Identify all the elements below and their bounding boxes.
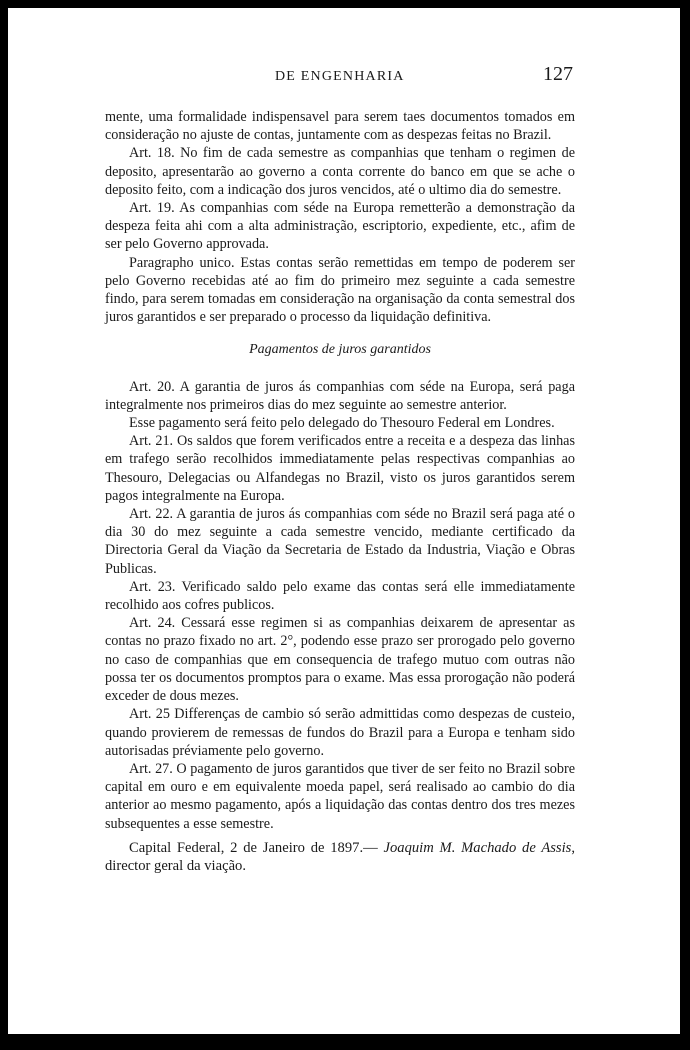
paragraph-continuation: mente, uma formalidade indispensavel para serem taes documentos tomados em consideração no ajuste de contas, juntamente com as despezas feitas no Brazil.: [105, 109, 575, 144]
page-header: [8, 63, 680, 87]
page-number: 127: [543, 63, 573, 85]
section-heading: Pagamentos de juros garantidos: [249, 342, 431, 358]
signature-role: , director geral da viação.: [105, 839, 576, 874]
paragraph-art-20: Art. 20. A garantia de juros ás companhias com séde na Europa, será paga integralmente nos primeiros dias do mez seguinte ao semestre anterior.: [105, 378, 575, 413]
running-title: DE ENGENHARIA: [275, 69, 405, 84]
paragraph-art-24: Art. 24. Cessará esse regimen si as companhias deixarem de apresentar as contas no prazo fixado no art. 2°, podendo esse prazo ser prorogado pelo governo no caso de companhias que em consequencia de trafego mutuo com outras não possa ter os documentos promptos para o exame. Mas essa prorogação não poderá exceder de dous mezes.: [105, 615, 575, 705]
signature-name: Joaquim M. Machado de Assis: [383, 839, 572, 856]
paragraph-art-18: Art. 18. No fim de cada semestre as companhias que tenham o regimen de deposito, apresentarão ao governo a conta corrente do banco em que se ache o deposito feito, com a indicação dos juros vencidos, até o ultimo dia do semestre.: [105, 145, 575, 198]
paragraph-londres: Esse pagamento será feito pelo delegado do Thesouro Federal em Londres.: [129, 415, 555, 432]
paragraph-art-25: Art. 25 Differenças de cambio só serão admittidas como despezas de custeio, quando provierem de remessas de fundos do Brazil para a Europa e tenham sido autorisadas préviamente pelo governo.: [105, 706, 575, 759]
signature-place-date: Capital Federal, 2 de Janeiro de 1897.—: [129, 839, 378, 856]
paragraph-art-23: Art. 23. Verificado saldo pelo exame das contas será elle immediatamente recolhido aos cofres publicos.: [105, 578, 575, 614]
paragraph-art-21: Art. 21. Os saldos que forem verificados entre a receita e a despeza das linhas em trafego serão recolhidos immediatamente pelas respectivas companhias ao Thesouro, Delegacias ou Alfandegas no Brazil, visto os juros garantidos serem pagos integralmente na Europa.: [105, 433, 575, 504]
paragraph-art-27: Art. 27. O pagamento de juros garantidos que tiver de ser feito no Brazil sobre capital em ouro e em equivalente moeda papel, será realisado ao cambio do dia anterior ao mesmo pagamento, após a liquidação das contas dentro dos tres mezes subsequentes a esse semestre.: [105, 760, 575, 832]
signature-line: [105, 839, 575, 875]
paragraph-art-22: Art. 22. A garantia de juros ás companhias com séde no Brazil será paga até o dia 30 do mez seguinte a cada semestre vencido, mediante certificado da Directoria Geral da Viação da Secretaria de Estado da Industria, Viação e Obras Publicas.: [105, 506, 575, 577]
document-page: [8, 8, 680, 1034]
paragraph-art-19: Art. 19. As companhias com séde na Europa remetterão a demonstração da despeza feita ahi com a alta administração, escriptorio, expediente, etc., afim de ser pelo Governo approvada.: [105, 200, 575, 253]
body-text: [105, 108, 575, 875]
paragraph-unico: Paragrapho unico. Estas contas serão remettidas em tempo de poderem ser pelo Governo recebidas até ao fim do primeiro mez seguinte a cada semestre findo, para serem tomadas em consideração na organisação da conta semestral dos juros garantidos e ser preparado o processo da liquidação definitiva.: [105, 254, 575, 326]
